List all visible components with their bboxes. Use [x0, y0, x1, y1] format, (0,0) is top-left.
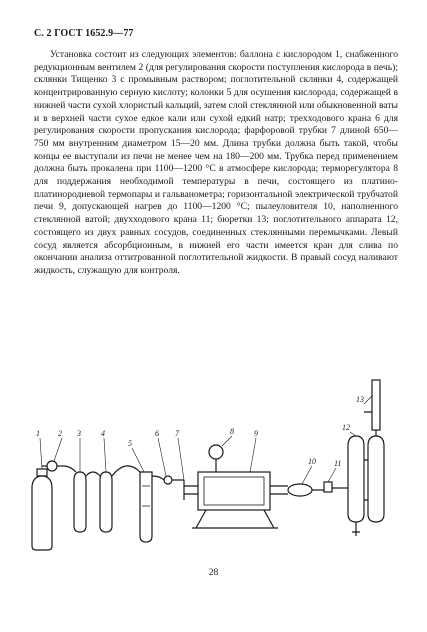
thermoregulator — [209, 445, 223, 459]
label-1: 1 — [36, 429, 40, 438]
label-11: 11 — [334, 459, 342, 468]
label-3: 3 — [77, 429, 81, 438]
apparatus-drawing — [18, 376, 410, 562]
body-paragraph: Установка состоит из следующих элементов: баллона с кислородом 1, снабженного редукционным вентилем 2 (для регулирования скорости поступления кислорода в печь); склянки Тищенко 3 с промывным раствором; поглотительной склянки 4, содержащей концентрированную серную кислоту; колонки 5 для осушения кислорода, содержащей в нижней части сухой хлористый кальций, затем слой стеклянной или обыкновенной ваты и в верхней части сухое едкое кали или сухой едкий натр; трехходового крана 6 для регулирования скорости пропускания кислорода; фарфоровой трубки 7 длиной 650—750 мм внутренним диаметром 15—20 мм. Длина трубки должна быть такой, чтобы концы ее выступали из печи не менее чем на 180—200 мм. Трубка перед применением должна быть прокалена при 1100—1200 °С в атмосфере кислорода; терморегулятора 8 для поддержания необходимой температуры в печи, состоящего из платино-платинородиевой термопары и гальванометра; горизонтальной электрической трубчатой печи 9, допускающей нагрев до 1100—1200 °С; пылеуловителя 10, наполненного стеклянной ватой; двухходового крана 11; бюретки 13; поглотительного аппарата 12, состоящего из двух равных сосудов, соединенных стеклянными перемычками. Левый сосуд является абсорбционным, в нижней его части имеется кран для слива по окончании анализа оттитрованной поглотительной жидкости. В правый сосуд наливают жидкость, служащую для контроля. — [34, 49, 398, 276]
label-9: 9 — [254, 429, 258, 438]
body-text — [34, 49, 398, 278]
three-way-cock — [164, 476, 172, 484]
tischenko-flask — [74, 472, 86, 532]
apparatus-diagram — [18, 376, 410, 562]
dust-trap — [288, 484, 312, 496]
oxygen-cylinder — [32, 476, 52, 550]
reducing-valve — [47, 461, 57, 471]
burette — [372, 380, 380, 430]
page-header: С. 2 ГОСТ 1652.9—77 — [34, 28, 134, 39]
drying-column — [140, 472, 152, 542]
label-8: 8 — [230, 427, 234, 436]
two-way-cock — [324, 482, 332, 492]
label-13: 13 — [356, 395, 364, 404]
absorption-flask — [100, 472, 112, 532]
label-10: 10 — [308, 457, 316, 466]
label-7: 7 — [175, 429, 179, 438]
porcelain-tube — [184, 486, 288, 494]
page-number: 28 — [208, 568, 219, 578]
label-2: 2 — [58, 429, 62, 438]
label-6: 6 — [155, 429, 159, 438]
label-12: 12 — [342, 423, 350, 432]
label-5: 5 — [128, 439, 132, 448]
absorption-apparatus — [348, 436, 364, 522]
label-4: 4 — [101, 429, 105, 438]
cylinder-valve — [37, 469, 47, 476]
tube-furnace — [198, 472, 270, 510]
